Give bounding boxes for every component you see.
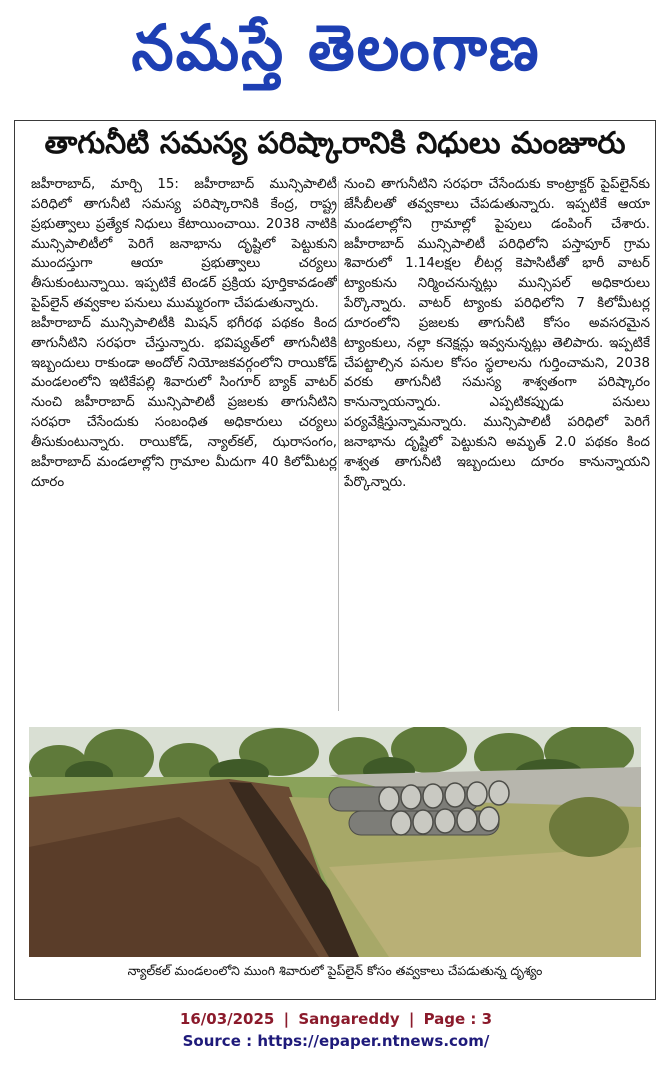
- news-clipping: [14, 120, 656, 1000]
- article-paragraph: జహీరాబాద్ మున్సిపాలిటీకి మిషన్ భగీరథ పథకం కింద తాగునీటిని సరఫరా చేస్తున్నారు. భవిష్యత్‌లో తాగునీటికి ఇబ్బందులు రాకుండా అందోల్ నియోజకవర్గంలోని రాయికోడ్ మండలంలోని ఇటికేపల్లి శివారులో సింగూర్ బ్యాక్ వాటర్ నుంచి జహీరాబాద్ మున్సిపాలిటీ ప్రజలకు తాగునీటిని సరఫరా చేసేందుకు సంబంధిత అధికారులు చర్యలు తీసుకుంటున్నారు. రాయికోడ్, న్యాల్‌కల్, ఝరాసంగం, జహీరాబాద్ మండలాల్లోని గ్రామాల మీదుగా 40 కిలోమీటర్ల దూరం: [31, 315, 337, 490]
- pipeline-trench-photo: [29, 727, 641, 957]
- article-paragraph: జహీరాబాద్, మార్చి 15: జహీరాబాద్ మున్సిపాలిటీ పరిధిలో తాగునీటి సమస్య పరిష్కారానికి కేంద్ర, రాష్ట్ర ప్రభుత్వాలు ప్రత్యేక నిధులు కేటాయించాయి. 2038 నాటికి మున్సిపాలిటీలో పెరిగే జనాభాను దృష్టిలో పెట్టుకుని ముందస్తుగా ఆయా ప్రభుత్వాలు చర్యలు తీసుకుంటున్నాయి. ఇప్పటికే టెండర్ ప్రక్రియ పూర్తికావడంతో పైప్‌లైన్ తవ్వకాల పనులు ముమ్మరంగా చేపడుతున్నారు.: [31, 177, 337, 312]
- article-paragraph: నుంచి తాగునీటిని సరఫరా చేసేందుకు కాంట్రాక్టర్ పైప్‌లైన్‌కు జేసీబీలతో తవ్వకాలు చేపడుతున్నారు. ఇప్పటికే ఆయా మండలాల్లోని గ్రామాల్లో పైపులు డంపింగ్ చేశారు. జహీరాబాద్ మున్సిపాలిటీ పరిధిలోని పస్తాపూర్ గ్రామ శివారులో 1.14లక్షల లీటర్ల కెపాసిటీతో భారీ వాటర్ ట్యాంకును నిర్మించనున్నట్లు మున్సిపల్ అధికారులు పేర్కొన్నారు. వాటర్ ట్యాంకు పరిధిలోని 7 కిలోమీటర్ల దూరంలోని ప్రజలకు తాగునీటి కోసం అవసరమైన ట్యాంకులు, నల్లా కనెక్షన్లు ఇవ్వనున్నట్లు తెలిపారు. ఇప్పటికే చేపట్టాల్సిన పనుల కోసం స్థలాలను గుర్తించామని, 2038 వరకు తాగునీటి సమస్య శాశ్వతంగా పరిష్కారం కానున్నాయన్నారు. ఎప్పటికప్పుడు పనులు పర్యవేక్షిస్తున్నామన్నారు. మున్సిపాలిటీ పరిధిలో పెరిగే జనాభాను దృష్టిలో పెట్టుకుని అమృత్ 2.0 పథకం కింద శాశ్వత తాగునీటి ఇబ్బందులు దూరం కానున్నాయని పేర్కొన్నారు.: [344, 177, 650, 490]
- footer-edition: Sangareddy: [298, 1010, 400, 1028]
- page-footer: [0, 1008, 672, 1052]
- photo-caption: న్యాల్‌కల్ మండలంలోని ముంగి శివారులో పైప్‌లైన్ కోసం తవ్వకాలు చేపడుతున్న దృశ్యం: [127, 963, 543, 978]
- article-column-left: [31, 175, 337, 725]
- footer-date: 16/03/2025: [179, 1010, 275, 1028]
- footer-source[interactable]: Source : https://epaper.ntnews.com/: [182, 1032, 490, 1050]
- article-photo: [29, 727, 641, 957]
- masthead: [0, 0, 672, 112]
- newspaper-logo: నమస్తే తెలంగాణ: [131, 11, 541, 86]
- column-divider: [338, 181, 339, 711]
- footer-meta: [0, 1008, 672, 1030]
- article-column-right: [344, 175, 650, 725]
- article-headline: తాగునీటి సమస్య పరిష్కారానికి నిధులు మంజూరు: [44, 126, 626, 161]
- footer-separator: |: [283, 1010, 290, 1028]
- footer-separator: |: [408, 1010, 415, 1028]
- footer-page: Page : 3: [423, 1010, 493, 1028]
